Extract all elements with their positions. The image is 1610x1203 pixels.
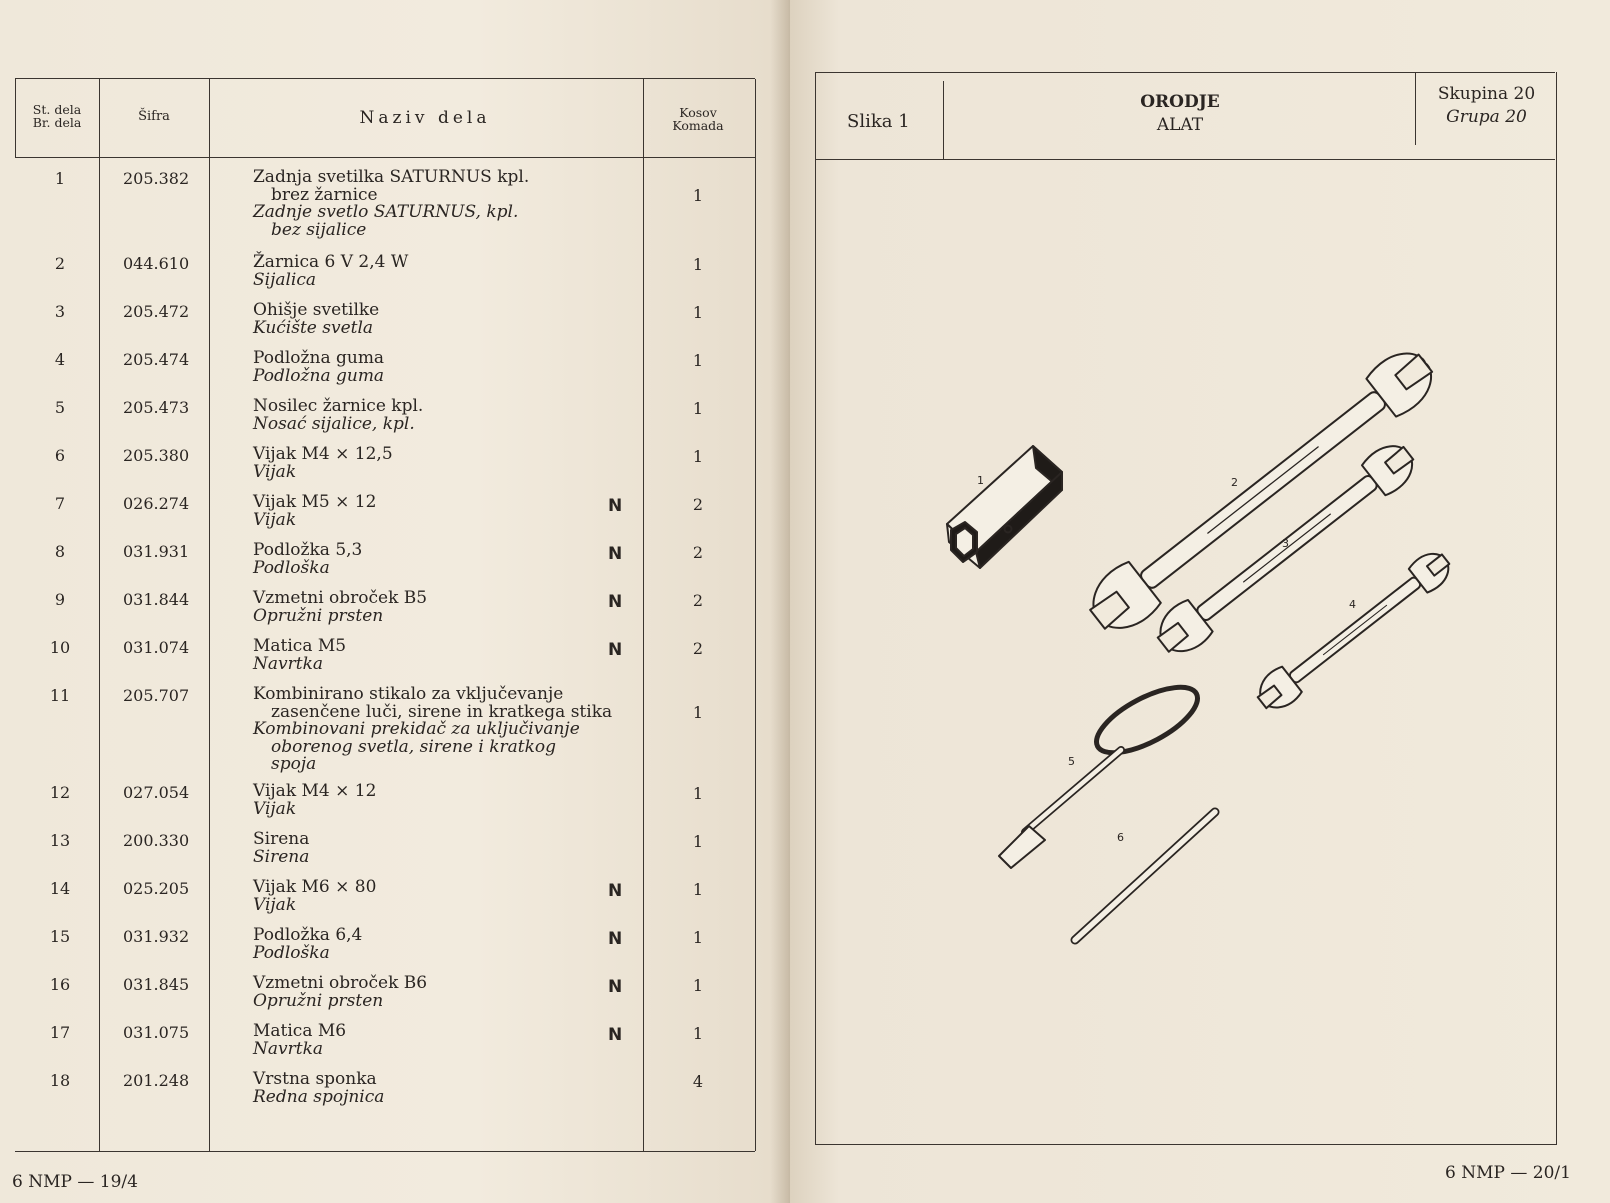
part-code: 025.205	[123, 879, 190, 898]
part-name	[253, 927, 643, 962]
tool-number-2: 2	[1231, 476, 1238, 489]
part-code: 031.931	[123, 542, 190, 561]
column-divider	[209, 79, 210, 1151]
part-name-line: Opružni prsten	[253, 990, 384, 1011]
part-code: 031.932	[123, 927, 190, 946]
part-name	[253, 975, 643, 1010]
part-code: 200.330	[123, 831, 190, 850]
part-name	[253, 350, 643, 385]
header-part-name: Naziv dela	[359, 108, 491, 128]
part-name-line: Vrstna sponka	[253, 1069, 377, 1089]
part-quantity: 1	[692, 303, 704, 322]
parts-table	[15, 78, 755, 1152]
part-name-line: Redna spojnica	[253, 1086, 385, 1107]
group-label-line1: Skupina 20	[1437, 84, 1536, 104]
part-name	[253, 398, 643, 433]
standard-part-flag: N	[608, 592, 623, 612]
tool-number-6: 6	[1117, 831, 1124, 844]
header-quantity-line1: Kosov	[679, 105, 717, 120]
part-number: 13	[49, 831, 71, 850]
part-quantity: 2	[692, 639, 704, 658]
header-quantity-line2: Komada	[672, 118, 724, 133]
part-quantity: 1	[692, 399, 704, 418]
part-name-line: Nosilec žarnice kpl.	[253, 396, 424, 416]
small-wrench-icon	[1251, 545, 1457, 717]
header-rule	[15, 157, 755, 158]
part-name-line: oborenog svetla, sirene i kratkog	[271, 736, 557, 757]
part-name	[253, 254, 643, 289]
part-name-line: Vijak	[253, 894, 297, 915]
part-name	[253, 1071, 643, 1106]
part-quantity: 1	[692, 784, 704, 803]
part-name-line: Sirena	[253, 846, 310, 867]
part-name-line: Vijak M5 × 12	[253, 492, 377, 512]
screwdriver-icon	[999, 674, 1207, 868]
part-name-line: Navrtka	[253, 653, 324, 674]
group-label	[1418, 83, 1555, 129]
part-number: 6	[54, 446, 66, 465]
standard-part-flag: N	[608, 977, 623, 997]
part-name-line: Podložna guma	[253, 365, 385, 386]
header-divider	[1415, 73, 1416, 145]
part-code: 031.845	[123, 975, 190, 994]
left-page	[0, 0, 790, 1203]
part-number: 8	[54, 542, 66, 561]
part-code: 027.054	[123, 783, 190, 802]
part-quantity: 1	[692, 976, 704, 995]
part-name	[253, 879, 643, 914]
part-quantity: 1	[692, 928, 704, 947]
header-quantity	[643, 106, 753, 132]
header-part-number	[15, 103, 99, 129]
part-number: 10	[49, 638, 71, 657]
part-name	[253, 1023, 643, 1058]
part-name-line: Vzmetni obroček B5	[253, 588, 428, 608]
standard-part-flag: N	[608, 544, 623, 564]
part-number: 11	[49, 686, 71, 705]
header-part-number-line2: Br. dela	[32, 115, 82, 130]
part-number: 9	[54, 590, 66, 609]
part-name-line: Podloška	[253, 557, 330, 578]
part-name-line: brez žarnice	[271, 184, 378, 205]
part-name-line: Podložna guma	[253, 348, 385, 368]
part-name-line: Sijalica	[253, 269, 317, 290]
standard-part-flag: N	[608, 881, 623, 901]
part-name-line: Kombinovani prekidač za uključivanje	[253, 719, 580, 739]
part-name	[253, 783, 643, 818]
group-label-line2: Grupa 20	[1446, 107, 1527, 127]
part-name-line: Podložka 6,4	[253, 925, 363, 945]
part-name	[253, 494, 643, 529]
part-name-line: Vijak	[253, 798, 297, 819]
part-name-line: Matica M6	[253, 1021, 347, 1041]
part-code: 205.474	[123, 350, 190, 369]
part-name-line: Ohišje svetilke	[253, 300, 380, 320]
part-code: 205.473	[123, 398, 190, 417]
part-name-line: Vijak M4 × 12	[253, 781, 377, 801]
page-footer-left: 6 NMP — 19/4	[12, 1172, 138, 1192]
part-number: 18	[49, 1071, 71, 1090]
part-name	[253, 590, 643, 625]
part-name-line: Vijak M4 × 12,5	[253, 444, 393, 464]
part-name-line: spoja	[271, 754, 317, 774]
part-code: 044.610	[123, 254, 190, 273]
header-divider	[943, 81, 944, 159]
part-code: 205.707	[123, 686, 190, 705]
part-quantity: 1	[692, 255, 704, 274]
part-quantity: 1	[692, 186, 704, 205]
part-name	[253, 302, 643, 337]
part-number: 1	[54, 169, 66, 188]
standard-part-flag: N	[608, 496, 623, 516]
header-part-number-line1: St. dela	[32, 102, 82, 117]
section-title	[945, 91, 1415, 137]
part-code: 201.248	[123, 1071, 190, 1090]
part-quantity: 1	[692, 351, 704, 370]
standard-part-flag: N	[608, 929, 623, 949]
part-name	[253, 542, 643, 577]
part-number: 2	[54, 254, 66, 273]
part-name-line: Podloška	[253, 942, 330, 963]
header-code: Šifra	[138, 109, 170, 124]
tommy-bar-icon	[1075, 812, 1215, 940]
part-name-line: Zadnja svetilka SATURNUS kpl.	[253, 167, 530, 187]
part-code: 031.844	[123, 590, 190, 609]
part-name-line: Podložka 5,3	[253, 540, 363, 560]
part-code: 026.274	[123, 494, 190, 513]
part-number: 3	[54, 302, 66, 321]
part-quantity: 2	[692, 591, 704, 610]
part-name	[253, 831, 643, 866]
part-name-line: Kućište svetla	[253, 317, 374, 338]
figure-label: Slika 1	[847, 111, 910, 132]
tool-number-3: 3	[1282, 537, 1289, 550]
part-code: 205.382	[123, 169, 190, 188]
part-name-line: Navrtka	[253, 1038, 324, 1059]
tools-illustration	[815, 160, 1555, 1140]
tool-number-5: 5	[1068, 755, 1075, 768]
part-name-line: Vijak	[253, 461, 297, 482]
part-code: 031.074	[123, 638, 190, 657]
part-name-line: Vijak M6 × 80	[253, 877, 377, 897]
page-footer-right: 6 NMP — 20/1	[1445, 1163, 1571, 1183]
part-name-line: Zadnje svetlo SATURNUS, kpl.	[253, 202, 519, 222]
part-code: 031.075	[123, 1023, 190, 1042]
part-quantity: 1	[692, 880, 704, 899]
part-number: 5	[54, 398, 66, 417]
part-quantity: 1	[692, 447, 704, 466]
part-name	[253, 446, 643, 481]
part-name-line: bez sijalice	[271, 219, 367, 240]
tool-number-4: 4	[1349, 598, 1356, 611]
part-quantity: 2	[692, 495, 704, 514]
part-quantity: 1	[692, 832, 704, 851]
section-title-line2: ALAT	[1156, 115, 1204, 135]
tool-number-1: 1	[977, 474, 984, 487]
part-name-line: Nosać sijalice, kpl.	[253, 413, 415, 434]
right-page	[790, 0, 1610, 1203]
part-number: 16	[49, 975, 71, 994]
table-border-right	[755, 79, 756, 1151]
part-quantity: 4	[692, 1072, 704, 1091]
standard-part-flag: N	[608, 640, 623, 660]
part-quantity: 1	[692, 703, 704, 722]
part-quantity: 2	[692, 543, 704, 562]
box-spanner-icon	[947, 446, 1062, 568]
part-number: 12	[49, 783, 71, 802]
section-title-line1: ORODJE	[1140, 92, 1220, 112]
part-name-line: Matica M5	[253, 636, 347, 656]
part-name-line: Opružni prsten	[253, 605, 384, 626]
part-number: 15	[49, 927, 71, 946]
part-name	[253, 686, 643, 774]
part-name	[253, 169, 643, 239]
part-name-line: Sirena	[253, 829, 310, 849]
standard-part-flag: N	[608, 1025, 623, 1045]
part-code: 205.472	[123, 302, 190, 321]
part-name-line: zasenčene luči, sirene in kratkega stika	[271, 701, 613, 722]
part-number: 7	[54, 494, 66, 513]
part-name	[253, 638, 643, 673]
part-number: 17	[49, 1023, 71, 1042]
part-number: 4	[54, 350, 66, 369]
part-name-line: Vzmetni obroček B6	[253, 973, 428, 993]
part-quantity: 1	[692, 1024, 704, 1043]
part-name-line: Kombinirano stikalo za vključevanje	[253, 684, 564, 704]
part-name-line: Žarnica 6 V 2,4 W	[253, 252, 409, 272]
part-name-line: Vijak	[253, 509, 297, 530]
part-number: 14	[49, 879, 71, 898]
figure-header	[815, 72, 1555, 160]
part-code: 205.380	[123, 446, 190, 465]
